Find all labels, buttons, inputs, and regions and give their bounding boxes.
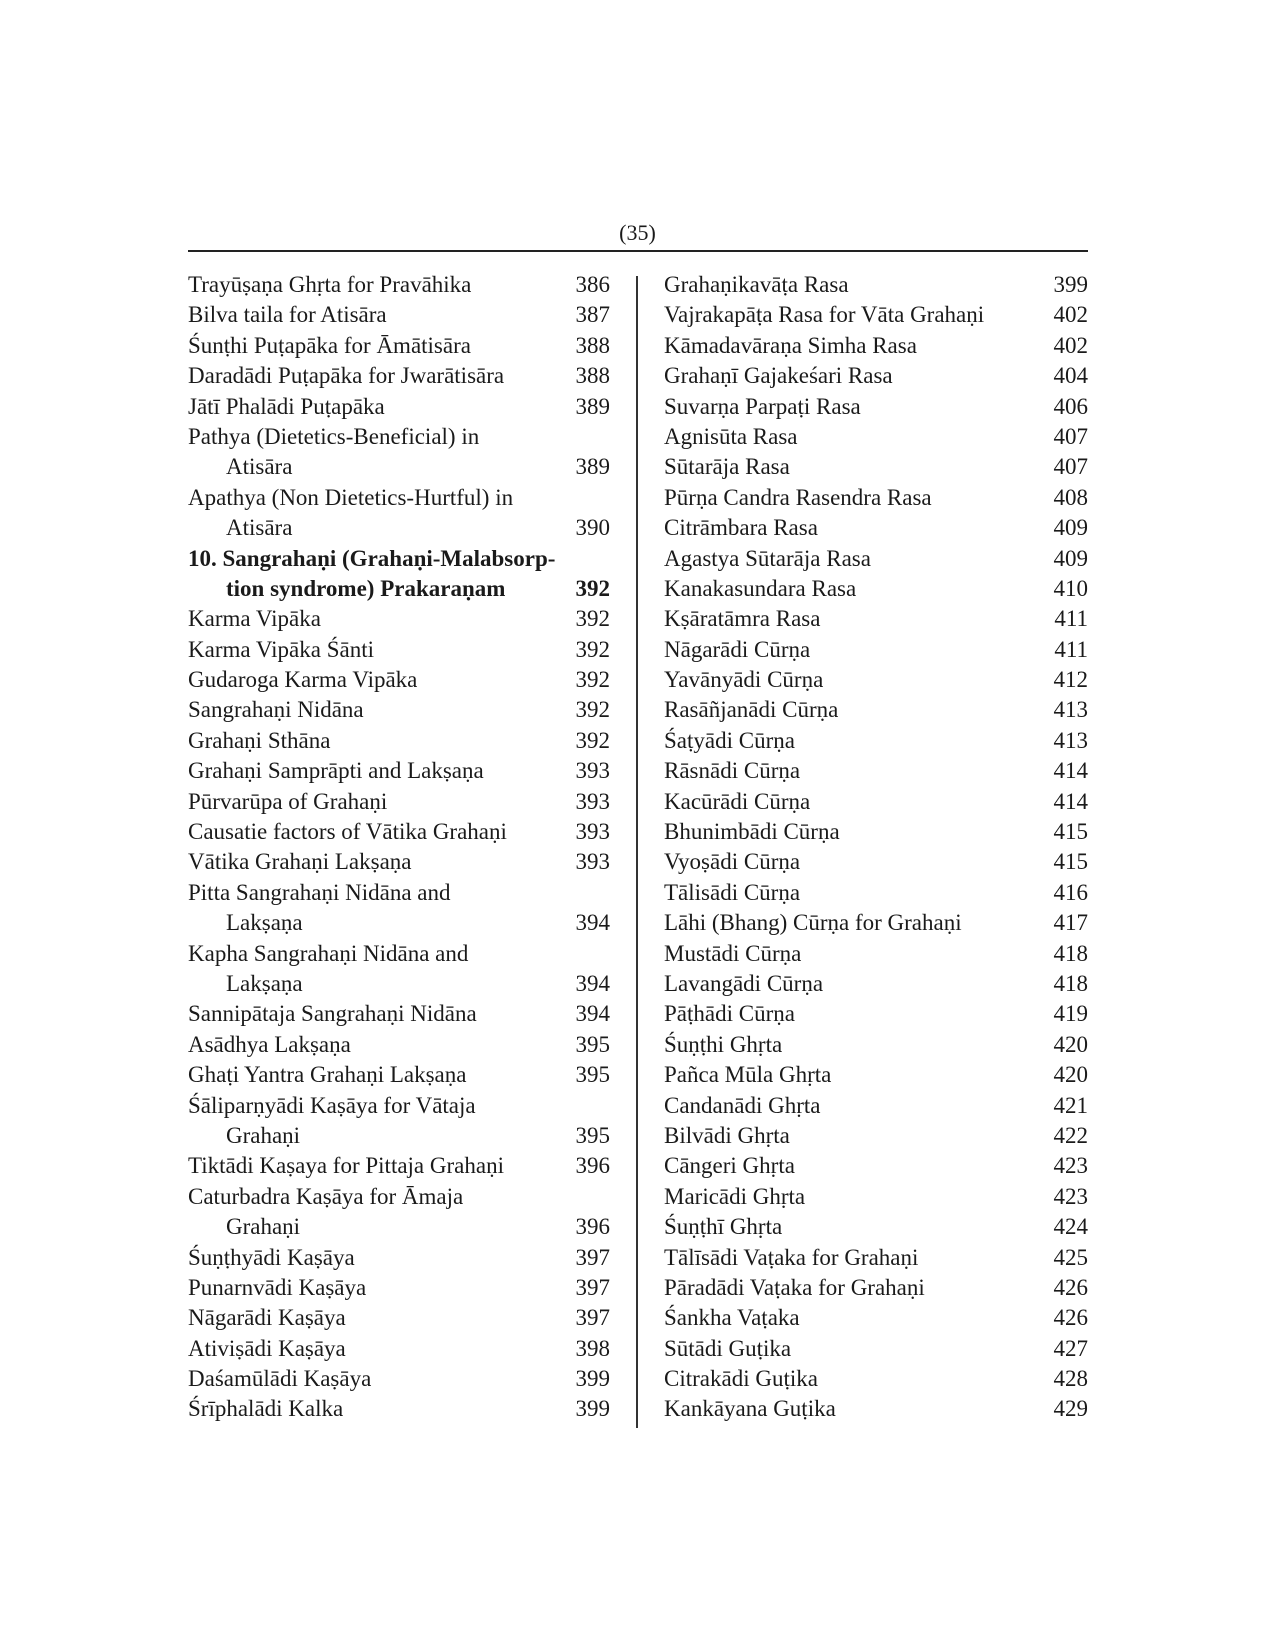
toc-entry-title: Citrakādi Guṭika xyxy=(664,1366,818,1392)
toc-entry xyxy=(664,1364,1088,1394)
toc-entry-title: Pūrṇa Candra Rasendra Rasa xyxy=(664,484,932,510)
toc-entry-page: 394 xyxy=(575,1001,610,1027)
toc-entry xyxy=(188,1091,610,1121)
toc-entry-page: 397 xyxy=(575,1244,610,1270)
toc-entry-title: Śuṇṭhī Ghṛta xyxy=(664,1214,783,1240)
toc-entry-title: Bilvādi Ghṛta xyxy=(664,1122,790,1148)
toc-entry-title: Jātī Phalādi Puṭapāka xyxy=(188,393,385,419)
toc-entry-page: 404 xyxy=(1053,363,1088,389)
toc-entry-title: Sannipātaja Sangrahaṇi Nidāna xyxy=(188,1001,477,1027)
toc-entry-title: Citrāmbara Rasa xyxy=(664,515,818,541)
toc-entry-title: Atisāra xyxy=(226,454,293,480)
toc-entry xyxy=(188,969,610,999)
toc-entry xyxy=(664,787,1088,817)
toc-entry xyxy=(664,1091,1088,1121)
toc-entry-title: Maricādi Ghṛta xyxy=(664,1183,806,1209)
toc-entry-page: 387 xyxy=(575,302,610,328)
toc-entry-title: Lāhi (Bhang) Cūrṇa for Grahaṇi xyxy=(664,910,962,936)
toc-entry-page: 420 xyxy=(1053,1031,1088,1057)
toc-entry-page: 395 xyxy=(575,1062,610,1088)
toc-entry xyxy=(664,1303,1088,1333)
toc-entry-title: Cāngeri Ghṛta xyxy=(664,1153,795,1179)
toc-entry-page: 392 xyxy=(575,575,610,601)
toc-entry-page: 410 xyxy=(1053,575,1088,601)
toc-entry-title: Vātika Grahaṇi Lakṣaṇa xyxy=(188,849,412,875)
toc-entry-title: Tiktādi Kaṣaya for Pittaja Grahaṇi xyxy=(188,1153,504,1179)
toc-entry-title: Vyoṣādi Cūrṇa xyxy=(664,849,801,875)
toc-entry xyxy=(188,787,610,817)
toc-entry-title: Śaṭyādi Cūrṇa xyxy=(664,727,795,753)
toc-entry-title: Daśamūlādi Kaṣāya xyxy=(188,1366,372,1392)
toc-entry-title: Apathya (Non Dietetics-Hurtful) in xyxy=(188,484,514,510)
toc-entry-title: Ativiṣādi Kaṣāya xyxy=(188,1335,346,1361)
toc-entry-title: Pitta Sangrahaṇi Nidāna and xyxy=(188,879,451,905)
toc-entry-page: 389 xyxy=(575,454,610,480)
toc-entry-page: 392 xyxy=(575,606,610,632)
toc-entry-page: 426 xyxy=(1053,1274,1088,1300)
toc-entry xyxy=(188,847,610,877)
toc-entry-page: 394 xyxy=(575,910,610,936)
toc-entry-title: Ghaṭi Yantra Grahaṇi Lakṣaṇa xyxy=(188,1062,467,1088)
toc-entry xyxy=(188,574,610,604)
toc-entry-page: 413 xyxy=(1053,727,1088,753)
toc-entry-page: 428 xyxy=(1053,1366,1088,1392)
toc-entry xyxy=(664,422,1088,452)
toc-entry-title: Pāṭhādi Cūrṇa xyxy=(664,1001,795,1027)
toc-entry-title: Nāgarādi Kaṣāya xyxy=(188,1305,346,1331)
toc-entry-title: Tālisādi Cūrṇa xyxy=(664,879,801,905)
toc-entry-page: 402 xyxy=(1053,332,1088,358)
toc-entry xyxy=(188,300,610,330)
toc-entry-page: 392 xyxy=(575,727,610,753)
toc-entry xyxy=(664,1030,1088,1060)
toc-entry-title: Śuṇṭhyādi Kaṣāya xyxy=(188,1244,355,1270)
toc-entry-title: Pūrvarūpa of Grahaṇi xyxy=(188,788,388,814)
toc-entry-title: Punarnvādi Kaṣāya xyxy=(188,1274,367,1300)
toc-entry xyxy=(664,392,1088,422)
toc-entry-page: 411 xyxy=(1054,606,1088,632)
toc-entry xyxy=(188,665,610,695)
toc-entry-title: Śrīphalādi Kalka xyxy=(188,1396,344,1422)
toc-entry xyxy=(188,1334,610,1364)
toc-entry-page: 412 xyxy=(1053,667,1088,693)
toc-entry-page: 402 xyxy=(1053,302,1088,328)
toc-entry-page: 421 xyxy=(1053,1092,1088,1118)
toc-entry-page: 419 xyxy=(1053,1001,1088,1027)
toc-entry xyxy=(664,452,1088,482)
toc-entry-title: Pāradādi Vaṭaka for Grahaṇi xyxy=(664,1274,925,1300)
toc-entry-page: 426 xyxy=(1053,1305,1088,1331)
toc-entry xyxy=(664,361,1088,391)
toc-entry-title: Bilva taila for Atisāra xyxy=(188,302,387,328)
toc-entry-title: Śunṭhi Puṭapāka for Āmātisāra xyxy=(188,332,471,358)
toc-entry-title: Śankha Vaṭaka xyxy=(664,1305,800,1331)
toc-entry xyxy=(664,969,1088,999)
toc-entry-title: Yavānyādi Cūrṇa xyxy=(664,667,824,693)
toc-entry-page: 427 xyxy=(1053,1335,1088,1361)
toc-entry-page: 422 xyxy=(1053,1122,1088,1148)
toc-entry xyxy=(188,1273,610,1303)
toc-entry xyxy=(188,604,610,634)
toc-entry-page: 415 xyxy=(1053,849,1088,875)
toc-right-column xyxy=(664,270,1088,1425)
toc-entry xyxy=(664,544,1088,574)
toc-entry-page: 408 xyxy=(1053,484,1088,510)
toc-entry xyxy=(664,483,1088,513)
page-number: (35) xyxy=(619,220,656,245)
toc-entry-page: 409 xyxy=(1053,545,1088,571)
toc-entry xyxy=(664,1182,1088,1212)
toc-entry-page: 386 xyxy=(575,272,610,297)
toc-entry-title: Bhunimbādi Cūrṇa xyxy=(664,819,840,845)
toc-entry-title: Karma Vipāka xyxy=(188,606,321,632)
toc-entry xyxy=(664,999,1088,1029)
toc-entry xyxy=(188,1060,610,1090)
toc-entry-page: 414 xyxy=(1053,758,1088,784)
toc-entry xyxy=(188,908,610,938)
toc-entry xyxy=(188,422,610,452)
toc-entry xyxy=(188,1121,610,1151)
toc-entry-title: Nāgarādi Cūrṇa xyxy=(664,636,811,662)
toc-entry-page: 420 xyxy=(1053,1062,1088,1088)
toc-entry-page: 423 xyxy=(1053,1183,1088,1209)
toc-entry-title: Pañca Mūla Ghṛta xyxy=(664,1062,832,1088)
toc-entry-title: Karma Vipāka Śānti xyxy=(188,636,374,662)
header-rule xyxy=(188,250,1088,252)
toc-entry-title: Lakṣaṇa xyxy=(226,910,303,936)
toc-entry xyxy=(664,1273,1088,1303)
toc-entry xyxy=(664,847,1088,877)
toc-entry-title: Candanādi Ghṛta xyxy=(664,1092,821,1118)
toc-entry xyxy=(188,695,610,725)
toc-entry xyxy=(664,604,1088,634)
toc-entry-title: Sūtādi Guṭika xyxy=(664,1335,792,1361)
toc-entry-title: Vajrakapāṭa Rasa for Vāta Grahaṇi xyxy=(664,302,985,328)
toc-entry-page: 393 xyxy=(575,819,610,845)
toc-entry-page: 396 xyxy=(575,1153,610,1179)
toc-entry xyxy=(188,1212,610,1242)
toc-entry-page: 418 xyxy=(1053,940,1088,966)
toc-entry-title: Śāliparṇyādi Kaṣāya for Vātaja xyxy=(188,1092,476,1118)
toc-entry-page: 425 xyxy=(1053,1244,1088,1270)
toc-entry xyxy=(188,726,610,756)
toc-entry-page: 393 xyxy=(575,788,610,814)
toc-entry xyxy=(664,635,1088,665)
toc-entry xyxy=(664,300,1088,330)
column-divider xyxy=(636,276,638,1428)
toc-entry xyxy=(664,665,1088,695)
toc-entry-page: 398 xyxy=(575,1335,610,1361)
toc-entry xyxy=(188,939,610,969)
toc-entry-page: 388 xyxy=(575,332,610,358)
toc-left-column xyxy=(188,270,610,1425)
toc-entry-title: Agnisūta Rasa xyxy=(664,423,798,449)
toc-entry xyxy=(188,1182,610,1212)
toc-entry-page: 397 xyxy=(575,1305,610,1331)
toc-entry-title: Atisāra xyxy=(226,515,293,541)
toc-entry-page: 406 xyxy=(1053,393,1088,419)
toc-entry xyxy=(664,270,1088,300)
toc-entry-page: 393 xyxy=(575,758,610,784)
toc-entry-page: 393 xyxy=(575,849,610,875)
toc-entry xyxy=(664,695,1088,725)
toc-entry xyxy=(188,878,610,908)
toc-entry xyxy=(188,270,610,300)
toc-entry xyxy=(664,574,1088,604)
toc-entry-page: 399 xyxy=(575,1366,610,1392)
toc-entry xyxy=(188,513,610,543)
toc-entry-title: 10. Sangrahaṇi (Grahaṇi-Malabsorp- xyxy=(188,545,556,571)
toc-entry-title: Kapha Sangrahaṇi Nidāna and xyxy=(188,940,469,966)
toc-entry-title: Rāsnādi Cūrṇa xyxy=(664,758,801,784)
toc-entry-title: Lakṣaṇa xyxy=(226,970,303,996)
toc-entry xyxy=(664,1334,1088,1364)
toc-entry-title: Kāmadavāraṇa Simha Rasa xyxy=(664,332,917,358)
toc-entry-title: Grahaṇi Samprāpti and Lakṣaṇa xyxy=(188,758,484,784)
toc-entry-title: Agastya Sūtarāja Rasa xyxy=(664,545,871,571)
toc-entry xyxy=(664,939,1088,969)
toc-entry-page: 392 xyxy=(575,667,610,693)
toc-entry-title: Suvarṇa Parpaṭi Rasa xyxy=(664,393,861,419)
toc-entry-title: Kṣāratāmra Rasa xyxy=(664,606,821,632)
toc-entry-page: 392 xyxy=(575,697,610,723)
toc-entry-page: 418 xyxy=(1053,970,1088,996)
toc-entry xyxy=(664,817,1088,847)
toc-entry-title: Grahaṇi xyxy=(226,1214,301,1240)
toc-entry-page: 409 xyxy=(1053,515,1088,541)
toc-entry-page: 395 xyxy=(575,1122,610,1148)
toc-entry xyxy=(188,1364,610,1394)
toc-entry xyxy=(664,513,1088,543)
toc-entry-page: 396 xyxy=(575,1214,610,1240)
toc-entry xyxy=(188,483,610,513)
toc-entry xyxy=(664,908,1088,938)
toc-entry-title: Grahaṇi Sthāna xyxy=(188,727,331,753)
toc-entry-page: 413 xyxy=(1053,697,1088,723)
toc-entry-title: Sūtarāja Rasa xyxy=(664,454,790,480)
toc-entry xyxy=(188,361,610,391)
toc-entry-page: 389 xyxy=(575,393,610,419)
toc-entry xyxy=(188,1303,610,1333)
toc-entry-page: 394 xyxy=(575,970,610,996)
toc-entry-title: Kanakasundara Rasa xyxy=(664,575,857,601)
toc-entry xyxy=(664,1243,1088,1273)
toc-entry-title: Sangrahaṇi Nidāna xyxy=(188,697,364,723)
toc-entry-page: 414 xyxy=(1053,788,1088,814)
toc-entry-page: 407 xyxy=(1053,423,1088,449)
toc-entry xyxy=(188,1030,610,1060)
toc-entry-title: Lavangādi Cūrṇa xyxy=(664,970,824,996)
toc-entry xyxy=(664,1394,1088,1424)
toc-entry-page: 411 xyxy=(1054,636,1088,662)
toc-entry-title: Kacūrādi Cūrṇa xyxy=(664,788,811,814)
toc-entry xyxy=(188,1243,610,1273)
toc-entry xyxy=(188,392,610,422)
toc-entry xyxy=(188,817,610,847)
toc-entry xyxy=(664,1151,1088,1181)
toc-entry-page: 390 xyxy=(575,515,610,541)
toc-entry xyxy=(664,756,1088,786)
toc-entry-page: 429 xyxy=(1053,1396,1088,1422)
toc-entry xyxy=(664,726,1088,756)
toc-entry-page: 388 xyxy=(575,363,610,389)
toc-entry-page: 395 xyxy=(575,1031,610,1057)
toc-entry-page: 399 xyxy=(1053,272,1088,297)
toc-entry-title: Grahaṇi xyxy=(226,1122,301,1148)
toc-entry-title: Kankāyana Guṭika xyxy=(664,1396,836,1422)
toc-entry-title: Causatie factors of Vātika Grahaṇi xyxy=(188,819,507,845)
toc-entry-page: 407 xyxy=(1053,454,1088,480)
toc-entry-page: 415 xyxy=(1053,819,1088,845)
toc-entry-title: tion syndrome) Prakaraṇam xyxy=(226,575,506,601)
toc-entry-title: Daradādi Puṭapāka for Jwarātisāra xyxy=(188,363,505,389)
toc-entry xyxy=(188,635,610,665)
toc-entry-title: Trayūṣaṇa Ghṛta for Pravāhika xyxy=(188,272,472,297)
toc-entry xyxy=(188,544,610,574)
toc-entry-page: 416 xyxy=(1053,879,1088,905)
toc-entry-title: Grahaṇī Gajakeśari Rasa xyxy=(664,363,893,389)
toc-entry xyxy=(188,999,610,1029)
toc-entry-title: Śuṇṭhi Ghṛta xyxy=(664,1031,783,1057)
toc-entry xyxy=(664,1060,1088,1090)
toc-entry-title: Pathya (Dietetics-Beneficial) in xyxy=(188,423,480,449)
toc-entry-page: 392 xyxy=(575,636,610,662)
toc-entry xyxy=(188,452,610,482)
toc-entry xyxy=(664,1121,1088,1151)
toc-entry-title: Tālīsādi Vaṭaka for Grahaṇi xyxy=(664,1244,919,1270)
toc-entry xyxy=(188,1394,610,1424)
toc-entry-page: 397 xyxy=(575,1274,610,1300)
toc-entry xyxy=(664,331,1088,361)
toc-entry-title: Gudaroga Karma Vipāka xyxy=(188,667,418,693)
toc-entry-title: Caturbadra Kaṣāya for Āmaja xyxy=(188,1183,464,1209)
toc-entry xyxy=(188,331,610,361)
toc-entry-page: 417 xyxy=(1053,910,1088,936)
toc-entry-title: Grahaṇikavāṭa Rasa xyxy=(664,272,849,297)
toc-entry xyxy=(188,1151,610,1181)
toc-entry xyxy=(664,878,1088,908)
toc-entry-page: 424 xyxy=(1053,1214,1088,1240)
toc-entry-title: Asādhya Lakṣaṇa xyxy=(188,1031,351,1057)
toc-entry xyxy=(664,1212,1088,1242)
toc-entry-page: 399 xyxy=(575,1396,610,1422)
toc-entry-page: 423 xyxy=(1053,1153,1088,1179)
toc-entry xyxy=(188,756,610,786)
toc-entry-title: Mustādi Cūrṇa xyxy=(664,940,802,966)
toc-entry-title: Rasāñjanādi Cūrṇa xyxy=(664,697,839,723)
